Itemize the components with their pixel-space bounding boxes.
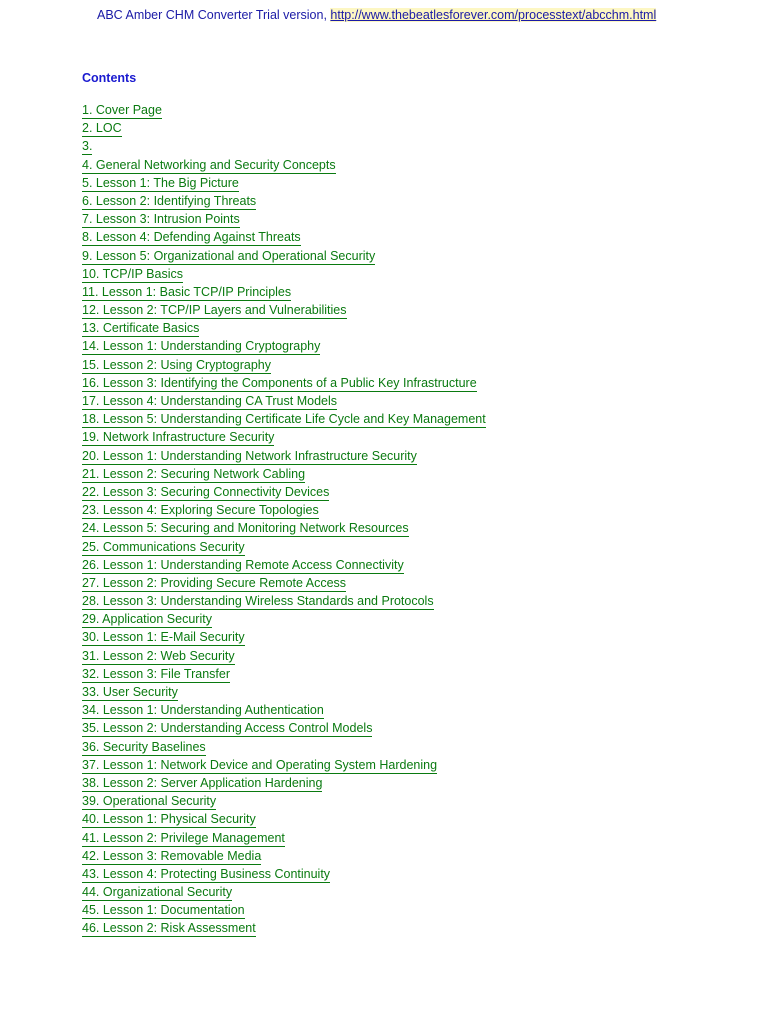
toc-item [82,357,486,375]
toc-item [82,266,486,284]
toc-item [82,848,486,866]
toc-item [82,393,486,411]
toc-link[interactable]: 41. Lesson 2: Privilege Management [82,830,285,845]
toc-item [82,102,486,120]
toc-item [82,866,486,884]
toc-link[interactable]: 25. Communications Security [82,539,245,554]
toc-link[interactable]: 13. Certificate Basics [82,321,200,336]
toc-item [82,720,486,738]
contents-heading: Contents [82,71,137,85]
toc-item [82,448,486,466]
toc-link[interactable]: 30. Lesson 1: E-Mail Security [82,630,245,645]
trial-banner-text: ABC Amber CHM Converter Trial version, [97,8,331,22]
toc-item [82,830,486,848]
toc-link[interactable]: 6. Lesson 2: Identifying Threats [82,193,257,208]
toc-link[interactable]: 4. General Networking and Security Concepts [82,157,336,172]
toc-item [82,484,486,502]
toc-link[interactable]: 15. Lesson 2: Using Cryptography [82,357,271,372]
toc-link[interactable]: 31. Lesson 2: Web Security [82,648,235,663]
toc-link[interactable]: 11. Lesson 1: Basic TCP/IP Principles [82,284,292,299]
toc-item [82,884,486,902]
toc-link[interactable]: 1. Cover Page [82,103,162,117]
toc-item [82,120,486,138]
toc-link[interactable]: 42. Lesson 3: Removable Media [82,848,262,863]
toc-link[interactable]: 5. Lesson 1: The Big Picture [82,175,239,190]
toc-link[interactable]: 27. Lesson 2: Providing Secure Remote Access [82,575,347,590]
toc-item [82,229,486,247]
toc-item [82,793,486,811]
toc-link[interactable]: 32. Lesson 3: File Transfer [82,666,230,681]
toc-item [82,648,486,666]
toc-item [82,175,486,193]
toc-item [82,284,486,302]
trial-banner-link[interactable]: http://www.thebeatlesforever.com/processtext/abcchm.html [330,8,657,22]
toc-item [82,248,486,266]
trial-banner [97,7,656,23]
toc-item [82,702,486,720]
toc-item [82,666,486,684]
toc-link[interactable]: 37. Lesson 1: Network Device and Operating System Hardening [82,757,438,772]
toc-link[interactable]: 24. Lesson 5: Securing and Monitoring Network Resources [82,521,409,536]
toc-link[interactable]: 23. Lesson 4: Exploring Secure Topologies [82,503,319,518]
toc-item [82,920,486,938]
toc-link[interactable]: 21. Lesson 2: Securing Network Cabling [82,466,306,481]
toc-item [82,211,486,229]
toc-item [82,811,486,829]
toc-link[interactable]: 7. Lesson 3: Intrusion Points [82,212,240,227]
toc-link[interactable]: 35. Lesson 2: Understanding Access Control Models [82,721,373,736]
toc-link[interactable]: 29. Application Security [82,612,212,627]
toc-link[interactable]: 43. Lesson 4: Protecting Business Continuity [82,866,331,881]
toc-item [82,629,486,647]
toc-link[interactable]: 8. Lesson 4: Defending Against Threats [82,230,301,245]
toc-link[interactable]: 10. TCP/IP Basics [82,266,183,281]
toc-link[interactable]: 28. Lesson 3: Understanding Wireless Standards and Protocols [82,594,434,609]
toc-item [82,193,486,211]
toc-link[interactable]: 17. Lesson 4: Understanding CA Trust Models [82,394,338,408]
toc-link[interactable]: 3. [82,139,93,154]
toc-link[interactable]: 39. Operational Security [82,794,217,809]
toc-link[interactable]: 9. Lesson 5: Organizational and Operational Security [82,248,376,263]
toc-link[interactable]: 46. Lesson 2: Risk Assessment [82,921,256,936]
toc-item [82,429,486,447]
toc-item [82,375,486,393]
toc-link[interactable]: 22. Lesson 3: Securing Connectivity Devices [82,484,330,499]
toc-item [82,757,486,775]
toc-link[interactable]: 20. Lesson 1: Understanding Network Infrastructure Security [82,448,417,463]
toc-item [82,466,486,484]
table-of-contents [82,102,486,939]
toc-item [82,684,486,702]
toc-item [82,138,486,156]
toc-item [82,611,486,629]
toc-link[interactable]: 19. Network Infrastructure Security [82,430,275,445]
toc-item [82,557,486,575]
toc-item [82,302,486,320]
toc-link[interactable]: 26. Lesson 1: Understanding Remote Access Connectivity [82,557,404,572]
toc-link[interactable]: 34. Lesson 1: Understanding Authentication [82,703,324,718]
toc-item [82,502,486,520]
toc-link[interactable]: 18. Lesson 5: Understanding Certificate Life Cycle and Key Management [82,412,486,427]
toc-link[interactable]: 33. User Security [82,685,178,699]
toc-item [82,338,486,356]
toc-item [82,411,486,429]
toc-item [82,539,486,557]
toc-link[interactable]: 16. Lesson 3: Identifying the Components of a Public Key Infrastructure [82,375,477,390]
toc-item [82,575,486,593]
toc-item [82,593,486,611]
toc-link[interactable]: 40. Lesson 1: Physical Security [82,812,256,827]
toc-item [82,775,486,793]
toc-item [82,157,486,175]
toc-link[interactable]: 12. Lesson 2: TCP/IP Layers and Vulnerabilities [82,303,347,318]
toc-link[interactable]: 2. LOC [82,121,122,136]
toc-item [82,739,486,757]
toc-link[interactable]: 38. Lesson 2: Server Application Hardening [82,775,323,790]
toc-item [82,320,486,338]
toc-link[interactable]: 36. Security Baselines [82,739,206,754]
toc-item [82,520,486,538]
toc-link[interactable]: 44. Organizational Security [82,885,233,900]
toc-item [82,902,486,920]
toc-link[interactable]: 45. Lesson 1: Documentation [82,903,245,918]
toc-link[interactable]: 14. Lesson 1: Understanding Cryptography [82,339,321,354]
